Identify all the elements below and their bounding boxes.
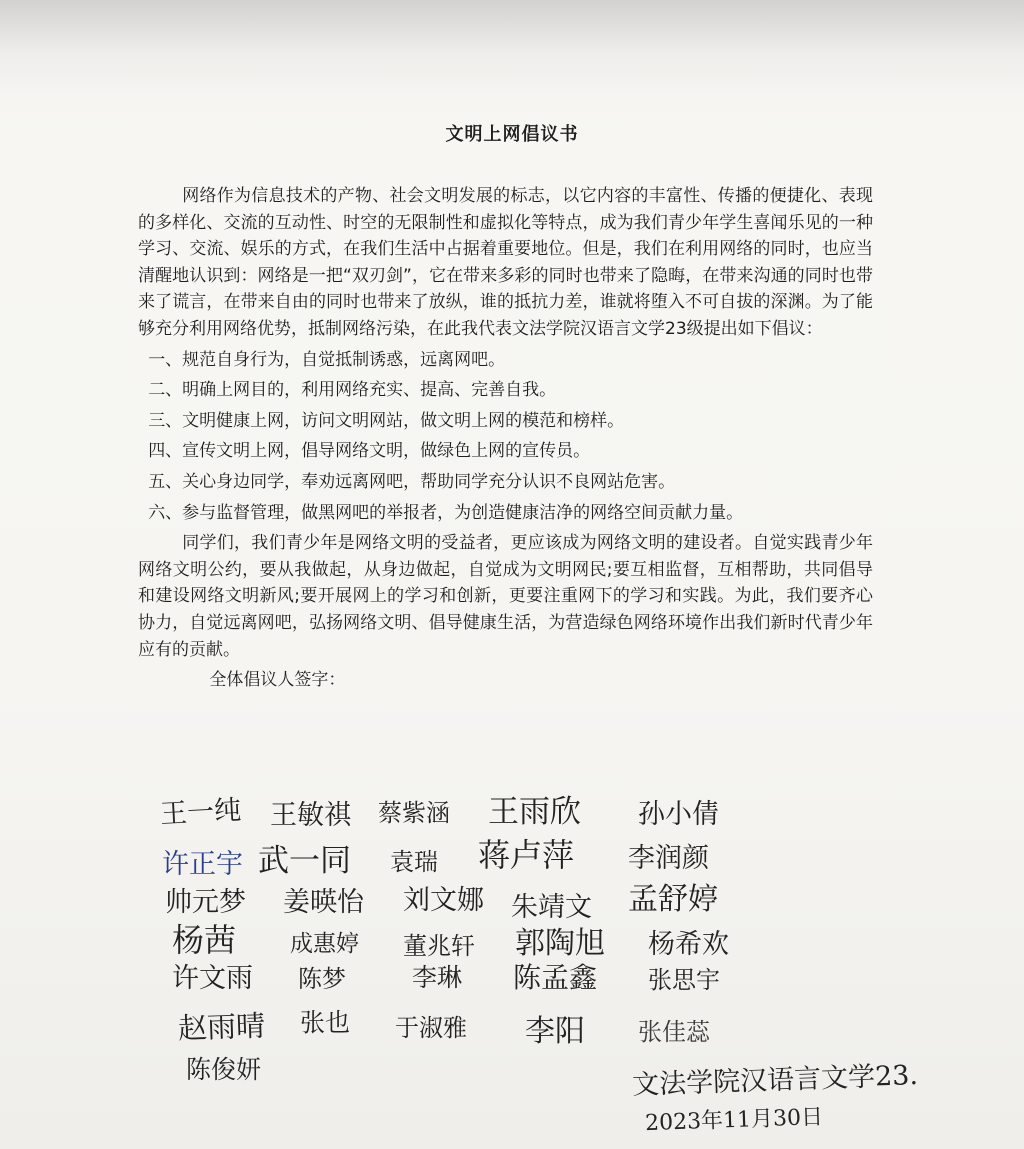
signature: 于淑雅 (395, 1014, 467, 1042)
signature: 陈梦 (298, 965, 346, 993)
signature: 郭陶旭 (515, 926, 605, 961)
signature: 武一同 (258, 843, 351, 879)
signature: 赵雨晴 (177, 1008, 266, 1046)
document-title: 文明上网倡议书 (445, 124, 579, 145)
signature: 许文雨 (172, 963, 253, 994)
proposal-item: 一、规范自身行为，自觉抵制诱惑，远离网吧。 (148, 349, 506, 370)
signature: 蔡紫涵 (378, 799, 450, 827)
signature: 王一纯 (159, 794, 242, 831)
closing-paragraph: 同学们，我们青少年是网络文明的受益者，更应该成为网络文明的建设者。自觉实践青少年网络文明公约，要从我做起，从身边做起，自觉成为文明网民;要互相监督，互相帮助，共同倡导和建设网络文明新风;要开展网上的学习和创新，更要注重网下的学习和实践。为此，我们要齐心协力，自觉远离网吧，弘扬网络文明、倡导健康生活，为营造绿色网络环境作出我们新时代青少年应有的贡献。 (138, 533, 873, 660)
document-body (138, 183, 873, 694)
signature: 孟舒婷 (628, 882, 718, 917)
signature: 李琳 (412, 963, 463, 992)
proposal-item: 三、文明健康上网，访问文明网站，做文明上网的模范和榜样。 (148, 410, 625, 431)
signature: 孙小倩 (638, 799, 719, 830)
proposal-item: 四、宣传文明上网，倡导网络文明，做绿色上网的宣传员。 (148, 441, 591, 462)
signature: 陈孟鑫 (513, 961, 598, 994)
signature: 许正宇 (162, 849, 243, 880)
signature: 杨茜 (172, 921, 237, 959)
signature: 帅元梦 (165, 887, 246, 918)
signature: 李润颜 (628, 843, 709, 874)
signature-label: 全体倡议人签字： (209, 670, 346, 691)
proposal-item: 五、关心身边同学，奉劝远离网吧，帮助同学充分认识不良网站危害。 (148, 471, 676, 492)
signature: 刘文娜 (403, 885, 484, 916)
intro-paragraph: 网络作为信息技术的产物、社会文明发展的标志，以它内容的丰富性、传播的便捷化、表现的多样化、交流的互动性、时空的无限制性和虚拟化等特点，成为我们青少年学生喜闻乐见的一种学习、交流、娱乐的方式，在我们生活中占据着重要地位。但是，我们在利用网络的同时，也应当清醒地认识到：网络是一把“双刃剑”，它在带来多彩的同时也带来了隐晦，在带来沟通的同时也带来了谎言，在带来自由的同时也带来了放纵，谁的抵抗力差，谁就将堕入不可自拔的深渊。为了能够充分利用网络优势，抵制网络污染，在此我代表文法学院汉语言文学23级提出如下倡议： (138, 186, 873, 339)
signature: 蒋卢萍 (478, 836, 575, 874)
signature: 袁瑞 (390, 848, 438, 876)
signature: 成惠婷 (290, 931, 359, 957)
signature: 姜暎怡 (283, 887, 364, 918)
signature: 王雨欣 (488, 794, 581, 830)
signature: 张思宇 (648, 966, 720, 994)
top-shadow (0, 0, 1024, 95)
signature: 李阳 (525, 1014, 585, 1049)
signature: 张佳蕊 (638, 1018, 710, 1046)
signing-date: 2023年11月30日 (644, 1104, 824, 1137)
signature: 朱靖文 (511, 892, 592, 923)
signature: 陈俊妍 (186, 1055, 262, 1084)
class-signature: 文法学院汉语言文学23. (631, 1060, 919, 1101)
proposal-item: 六、参与监督管理，做黑网吧的举报者，为创造健康洁净的网络空间贡献力量。 (148, 502, 744, 523)
signature: 杨希欢 (648, 929, 729, 960)
signature: 董兆轩 (403, 932, 475, 960)
signature: 王敏祺 (270, 800, 351, 831)
signature: 张也 (300, 1008, 351, 1037)
proposal-item: 二、明确上网目的，利用网络充实、提高、完善自我。 (148, 380, 557, 401)
